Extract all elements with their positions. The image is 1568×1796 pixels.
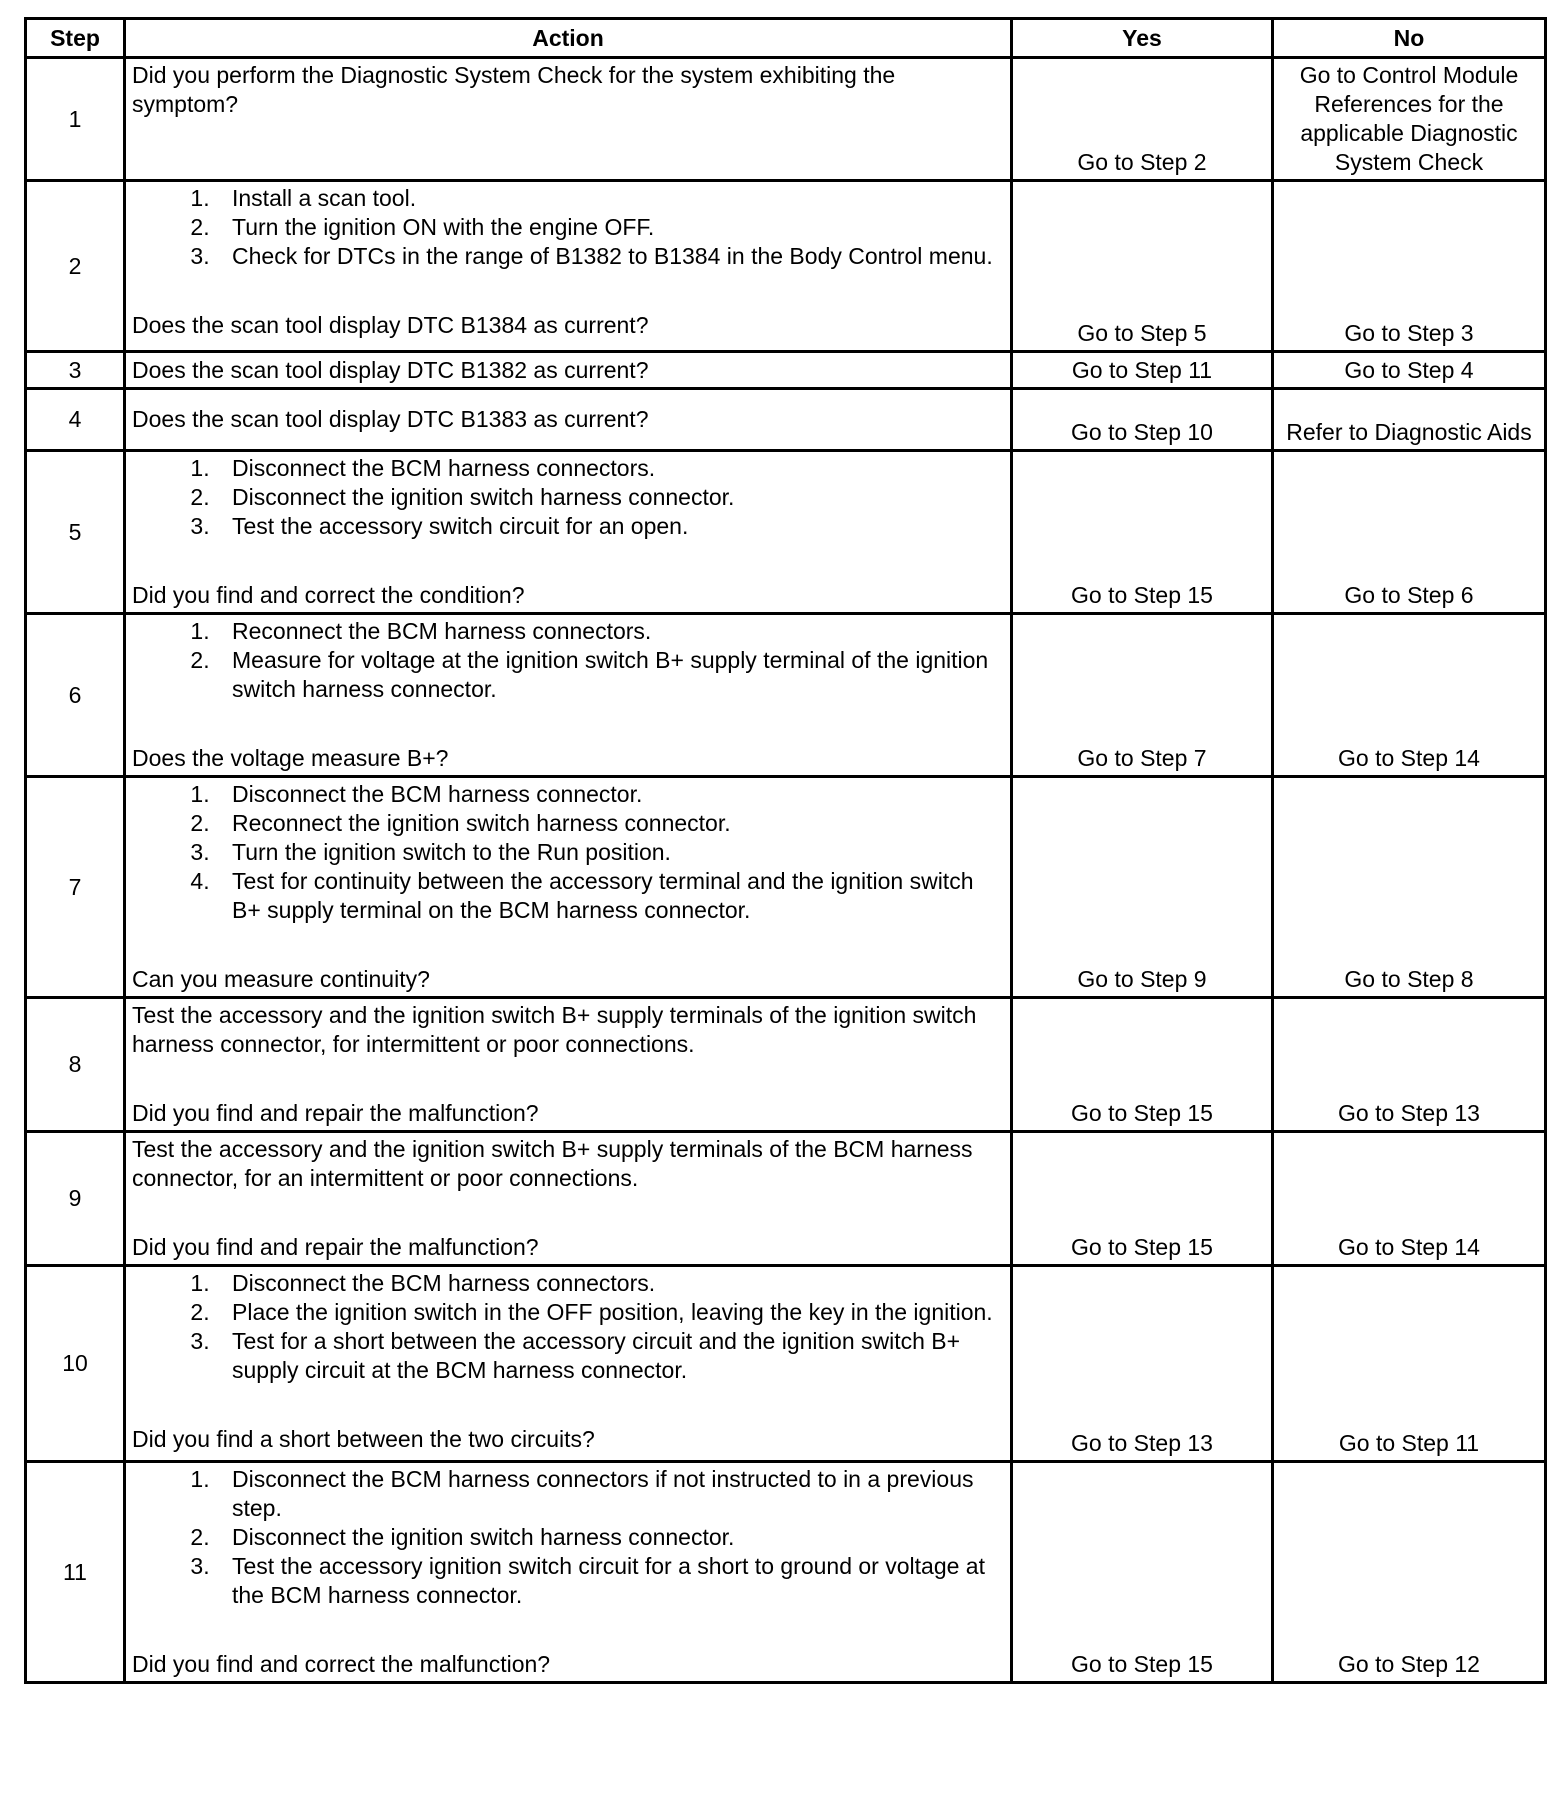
list-item: 3. Turn the ignition switch to the Run position. [190, 839, 671, 865]
no-cell: Go to Step 14 [1273, 1132, 1546, 1266]
list-item: 2. Reconnect the ignition switch harness connector. [190, 810, 731, 836]
list-item: 1. Disconnect the BCM harness connector. [190, 781, 643, 807]
table-row [26, 352, 1546, 389]
instruction-list [132, 780, 1004, 925]
list-item: 1. Disconnect the BCM harness connectors. [190, 1270, 656, 1296]
list-item: 2. Measure for voltage at the ignition switch B+ supply terminal of the ignition switch harness connector. [190, 647, 989, 702]
action-question: Does the scan tool display DTC B1384 as current? [132, 312, 649, 338]
table-row [26, 451, 1546, 614]
no-cell: Refer to Diagnostic Aids [1273, 389, 1546, 451]
action-cell [125, 777, 1012, 998]
yes-cell: Go to Step 2 [1012, 58, 1273, 181]
header-yes: Yes [1012, 19, 1273, 58]
step-number: 1 [26, 58, 125, 181]
instruction-list [132, 454, 1004, 541]
action-question: Does the scan tool display DTC B1383 as current? [132, 406, 649, 432]
action-question: Did you find and correct the malfunction? [132, 1651, 551, 1677]
no-cell: Go to Step 6 [1273, 451, 1546, 614]
action-question: Did you find a short between the two circuits? [132, 1426, 595, 1452]
list-item: 3. Test the accessory ignition switch circuit for a short to ground or voltage at the BCM harness connector. [190, 1553, 985, 1608]
step-number: 6 [26, 614, 125, 777]
header-no: No [1273, 19, 1546, 58]
yes-cell: Go to Step 15 [1012, 1132, 1273, 1266]
list-item: 3. Check for DTCs in the range of B1382 to B1384 in the Body Control menu. [190, 243, 993, 269]
yes-cell: Go to Step 11 [1012, 352, 1273, 389]
action-cell [125, 1266, 1012, 1462]
table-row [26, 998, 1546, 1132]
yes-cell: Go to Step 15 [1012, 451, 1273, 614]
list-item: 2. Disconnect the ignition switch harness connector. [190, 484, 735, 510]
header-action: Action [125, 19, 1012, 58]
yes-cell: Go to Step 10 [1012, 389, 1273, 451]
instruction-list [132, 184, 1004, 271]
no-cell: Go to Step 8 [1273, 777, 1546, 998]
action-cell [125, 998, 1012, 1132]
header-step: Step [26, 19, 125, 58]
action-question: Can you measure continuity? [132, 966, 430, 992]
list-item: 2. Disconnect the ignition switch harness connector. [190, 1524, 735, 1550]
no-cell: Go to Step 12 [1273, 1462, 1546, 1683]
no-cell: Go to Step 11 [1273, 1266, 1546, 1462]
action-question: Did you find and repair the malfunction? [132, 1100, 539, 1126]
header-row [26, 19, 1546, 58]
step-number: 5 [26, 451, 125, 614]
action-question: Did you find and correct the condition? [132, 582, 525, 608]
table-row [26, 1462, 1546, 1683]
yes-cell: Go to Step 15 [1012, 998, 1273, 1132]
table-row [26, 1132, 1546, 1266]
table-row [26, 58, 1546, 181]
action-cell [125, 614, 1012, 777]
instruction-list [132, 1465, 1004, 1610]
no-cell: Go to Step 13 [1273, 998, 1546, 1132]
diagnostic-table [24, 17, 1547, 1684]
instruction-list [132, 1269, 1004, 1385]
table-row [26, 389, 1546, 451]
table-row [26, 614, 1546, 777]
yes-cell: Go to Step 15 [1012, 1462, 1273, 1683]
instruction-list [132, 617, 1004, 704]
step-number: 4 [26, 389, 125, 451]
list-item: 2. Place the ignition switch in the OFF position, leaving the key in the ignition. [190, 1299, 993, 1325]
no-cell: Go to Step 3 [1273, 181, 1546, 352]
step-number: 2 [26, 181, 125, 352]
action-cell [125, 181, 1012, 352]
step-number: 7 [26, 777, 125, 998]
action-text: Test the accessory and the ignition switch B+ supply terminals of the BCM harness connector, for an intermittent or poor connections. [132, 1136, 973, 1191]
action-question: Does the voltage measure B+? [132, 745, 449, 771]
action-question: Did you find and repair the malfunction? [132, 1234, 539, 1260]
yes-cell: Go to Step 7 [1012, 614, 1273, 777]
list-item: 1. Disconnect the BCM harness connectors. [190, 455, 656, 481]
action-cell [125, 389, 1012, 451]
list-item: 2. Turn the ignition ON with the engine OFF. [190, 214, 655, 240]
step-number: 3 [26, 352, 125, 389]
step-number: 8 [26, 998, 125, 1132]
table-row [26, 1266, 1546, 1462]
list-item: 1. Disconnect the BCM harness connectors if not instructed to in a previous step. [190, 1466, 974, 1521]
no-cell: Go to Control Module References for the applicable Diagnostic System Check [1273, 58, 1546, 181]
step-number: 9 [26, 1132, 125, 1266]
yes-cell: Go to Step 9 [1012, 777, 1273, 998]
table-row [26, 181, 1546, 352]
no-cell: Go to Step 4 [1273, 352, 1546, 389]
action-cell [125, 352, 1012, 389]
action-text: Did you perform the Diagnostic System Check for the system exhibiting the symptom? [132, 62, 896, 117]
list-item: 1. Reconnect the BCM harness connectors. [190, 618, 652, 644]
yes-cell: Go to Step 5 [1012, 181, 1273, 352]
list-item: 1. Install a scan tool. [190, 185, 417, 211]
action-cell [125, 451, 1012, 614]
table-row [26, 777, 1546, 998]
list-item: 4. Test for continuity between the accessory terminal and the ignition switch B+ supply terminal on the BCM harness connector. [190, 868, 974, 923]
list-item: 3. Test for a short between the accessory circuit and the ignition switch B+ supply circuit at the BCM harness connector. [190, 1328, 961, 1383]
action-cell [125, 58, 1012, 181]
no-cell: Go to Step 14 [1273, 614, 1546, 777]
step-number: 10 [26, 1266, 125, 1462]
action-text: Test the accessory and the ignition switch B+ supply terminals of the ignition switch harness connector, for intermittent or poor connections. [132, 1002, 977, 1057]
list-item: 3. Test the accessory switch circuit for an open. [190, 513, 689, 539]
yes-cell: Go to Step 13 [1012, 1266, 1273, 1462]
step-number: 11 [26, 1462, 125, 1683]
action-cell [125, 1462, 1012, 1683]
action-question: Does the scan tool display DTC B1382 as current? [132, 356, 649, 383]
action-cell [125, 1132, 1012, 1266]
